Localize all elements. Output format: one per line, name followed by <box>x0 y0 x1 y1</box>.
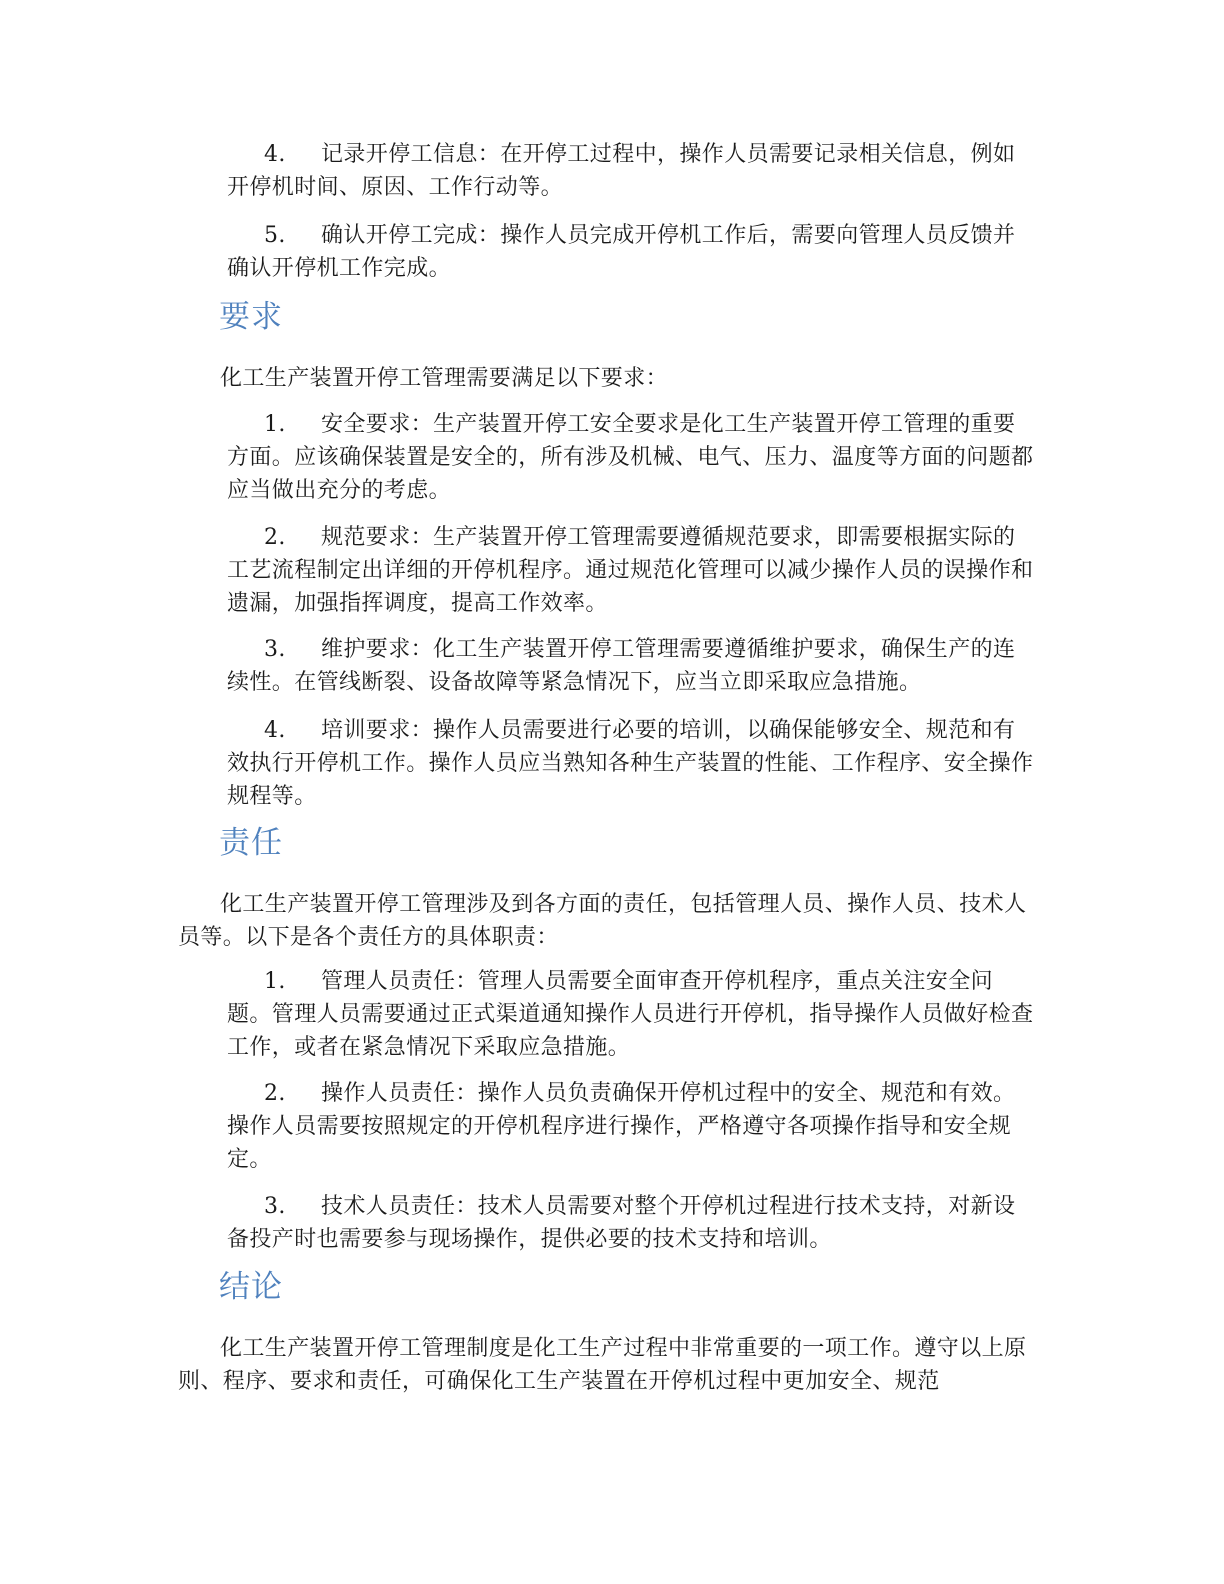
list-item <box>227 1077 1037 1176</box>
list-item-number: 4. <box>264 718 286 743</box>
list-item-number: 1. <box>264 969 286 994</box>
list-item-number: 2. <box>264 525 286 550</box>
section-heading-conclusion: 结论 <box>219 1269 283 1305</box>
section-heading-requirements: 要求 <box>219 299 283 335</box>
list-item-text: 规范要求：生产装置开停工管理需要遵循规范要求，即需要根据实际的工艺流程制定出详细的开停机程序。通过规范化管理可以减少操作人员的误操作和遗漏，加强指挥调度，提高工作效率。 <box>227 525 1034 616</box>
requirements-intro: 化工生产装置开停工管理需要满足以下要求： <box>220 366 669 391</box>
list-item <box>227 219 1037 285</box>
list-item-number: 2. <box>264 1081 286 1106</box>
list-item <box>227 521 1037 620</box>
list-item <box>227 408 1037 507</box>
conclusion-text: 化工生产装置开停工管理制度是化工生产过程中非常重要的一项工作。遵守以上原则、程序、要求和责任，可确保化工生产装置在开停机过程中更加安全、规范 <box>178 1336 1027 1394</box>
list-item <box>227 965 1037 1064</box>
list-item <box>227 1190 1037 1256</box>
list-item-text: 培训要求：操作人员需要进行必要的培训，以确保能够安全、规范和有效执行开停机工作。操作人员应当熟知各种生产装置的性能、工作程序、安全操作规程等。 <box>227 718 1034 809</box>
list-item-text: 技术人员责任：技术人员需要对整个开停机过程进行技术支持，对新设备投产时也需要参与现场操作，提供必要的技术支持和培训。 <box>227 1194 1016 1252</box>
list-item-number: 3. <box>264 1194 286 1219</box>
list-item <box>227 714 1037 813</box>
list-item-text: 记录开停工信息：在开停工过程中，操作人员需要记录相关信息，例如开停机时间、原因、工作行动等。 <box>227 142 1016 200</box>
list-item-text: 操作人员责任：操作人员负责确保开停机过程中的安全、规范和有效。操作人员需要按照规定的开停机程序进行操作，严格遵守各项操作指导和安全规定。 <box>227 1081 1016 1172</box>
list-item <box>227 138 1037 204</box>
responsibilities-intro: 化工生产装置开停工管理涉及到各方面的责任，包括管理人员、操作人员、技术人员等。以下是各个责任方的具体职责： <box>178 892 1027 950</box>
list-item-number: 3. <box>264 637 286 662</box>
list-item-number: 1. <box>264 412 286 437</box>
list-item-number: 5. <box>264 223 286 248</box>
section-heading-responsibilities: 责任 <box>219 825 283 861</box>
list-item-text: 维护要求：化工生产装置开停工管理需要遵循维护要求，确保生产的连续性。在管线断裂、设备故障等紧急情况下，应当立即采取应急措施。 <box>227 637 1016 695</box>
list-item-text: 安全要求：生产装置开停工安全要求是化工生产装置开停工管理的重要方面。应该确保装置是安全的，所有涉及机械、电气、压力、温度等方面的问题都应当做出充分的考虑。 <box>227 412 1034 503</box>
list-item-number: 4. <box>264 142 286 167</box>
list-item-text: 管理人员责任：管理人员需要全面审查开停机程序，重点关注安全问题。管理人员需要通过正式渠道通知操作人员进行开停机，指导操作人员做好检查工作，或者在紧急情况下采取应急措施。 <box>227 969 1034 1060</box>
list-item-text: 确认开停工完成：操作人员完成开停机工作后，需要向管理人员反馈并确认开停机工作完成。 <box>227 223 1016 281</box>
list-item <box>227 633 1037 699</box>
